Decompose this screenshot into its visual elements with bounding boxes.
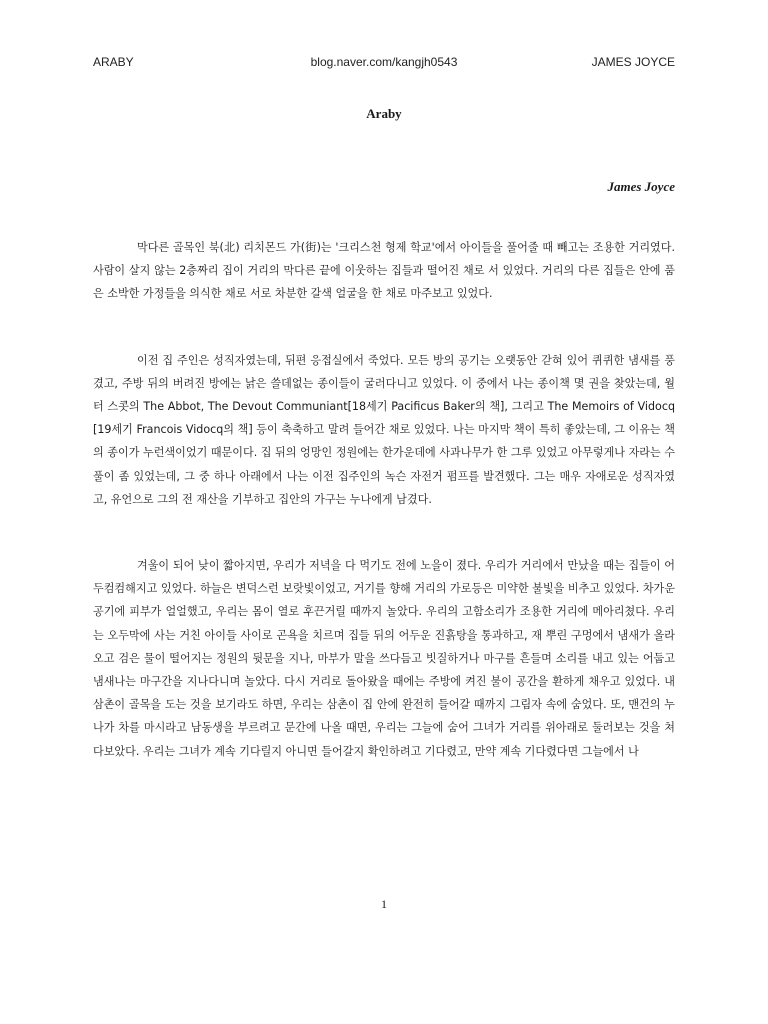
document-author: James Joyce: [607, 179, 675, 194]
header-blog-url: blog.naver.com/kangjh0543: [310, 55, 458, 69]
header-left-title: ARABY: [93, 55, 134, 69]
document-body: [93, 236, 675, 763]
paragraph-3: 겨울이 되어 낮이 짧아지면, 우리가 저녁을 다 먹기도 전에 노을이 졌다. 우리가 거리에서 만났을 때는 집들이 어두컴컴해지고 있었다. 하늘은 변덕스런 보랏빛이었고, 거기를 향해 거리의 가로등은 미약한 불빛을 비추고 있었다. 차가운 공기에 피부가 얼얼했고, 우리는 몸이 열로 후끈거릴 때까지 놀았다. 우리의 고함소리가 조용한 거리에 메아리쳤다. 우리는 오두막에 사는 거친 아이들 사이로 곤욕을 치르며 집들 뒤의 어두운 진흙탕을 통과하고, 재 뿌린 구멍에서 냄새가 올라오고 검은 물이 떨어지는 정원의 뒷문을 지나, 마부가 말을 쓰다듬고 빗질하거나 마구를 흔들며 소리를 내고 있는 어둡고 냄새나는 마구간을 지나다니며 놀았다. 다시 거리로 돌아왔을 때에는 주방에 켜진 불이 공간을 환하게 채우고 있었다. 내 삼촌이 골목을 도는 것을 보기라도 하면, 우리는 삼촌이 집 안에 완전히 들어갈 때까지 그림자 속에 숨었다. 또, 맨건의 누나가 차를 마시라고 남동생을 부르려고 문간에 나올 때면, 우리는 그늘에 숨어 그녀가 거리를 위아래로 둘러보는 것을 쳐다보았다. 우리는 그녀가 계속 기다릴지 아니면 들어갈지 확인하려고 기다렸고, 만약 계속 기다렸다면 그늘에서 나: [93, 559, 675, 758]
page-header: [93, 55, 675, 71]
document-title: Araby: [366, 106, 402, 121]
header-author-name: JAMES JOYCE: [591, 55, 675, 69]
paragraph-1: 막다른 골목인 북(北) 리치몬드 가(街)는 '크리스천 형제 학교'에서 아이들을 풀어줄 때 빼고는 조용한 거리였다. 사람이 살지 않는 2층짜리 집이 거리의 막다른 끝에 이웃하는 집들과 떨어진 채로 서 있었다. 거리의 다른 집들은 안에 품은 소박한 가정들을 의식한 채로 서로 차분한 갈색 얼굴을 한 채로 마주보고 있었다.: [93, 241, 675, 301]
page-number: 1: [381, 897, 387, 911]
paragraph-2: 이전 집 주인은 성직자였는데, 뒤편 응접실에서 죽었다. 모든 방의 공기는 오랫동안 갇혀 있어 퀴퀴한 냄새를 풍겼고, 주방 뒤의 버려진 방에는 낡은 쓸데없는 종이들이 굴러다니고 있었다. 이 중에서 나는 종이책 몇 권을 찾았는데, 월터 스콧의 The Abbot, The Devout Communiant[18세기 Pacificus Baker의 책], 그리고 The Memoirs of Vidocq[19세기 Francois Vidocq의 책] 등이 축축하고 말려 들어간 채로 있었다. 나는 마지막 책이 특히 좋았는데, 그 이유는 책의 종이가 누런색이었기 때문이다. 집 뒤의 엉망인 정원에는 한가운데에 사과나무가 한 그루 있었고 아무렇게나 자라는 수풀이 좀 있었는데, 그 중 하나 아래에서 나는 이전 집주인의 녹슨 자전거 펌프를 발견했다. 그는 매우 자애로운 성직자였고, 유언으로 그의 전 재산을 기부하고 집안의 가구는 누나에게 남겼다.: [93, 353, 675, 506]
